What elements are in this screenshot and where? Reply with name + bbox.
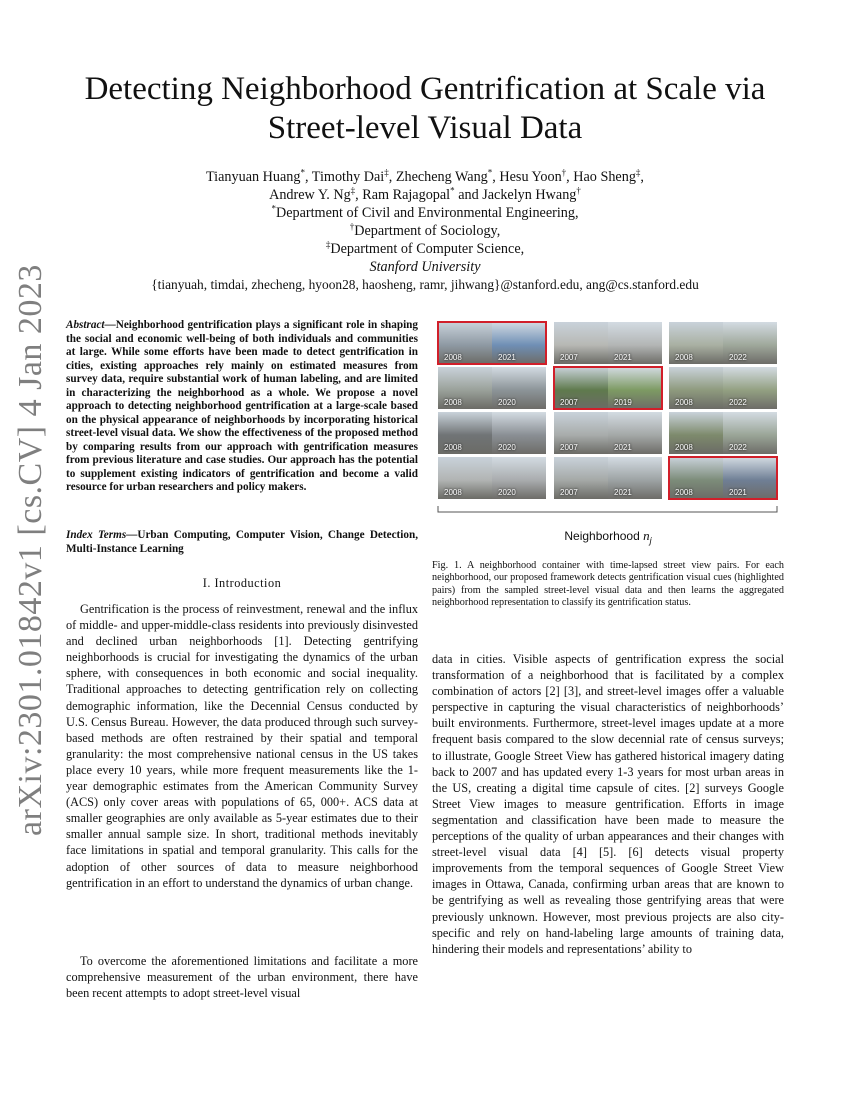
right-column-paragraph: data in cities. Visible aspects of gentrification express the social transformation of a neighborhood that is facilitated by a complex combination of actors [2] [3], and street-level images offer a valuable perspective in capturing the visual characteristics of neighborhoods’ built environments. Furthermore, street-level images update at a more frequent basis compared to the slow decennial rate of census surveys; to illustrate, Google Street View has gathered historical imagery dating back to 2007 and has updated every 1-3 years for most urban areas in the US, creating a digital time capsule of cites. [2] surveys Google Street View images to measure gentrification. Efforts in image segmentation and classification have been made to measure the perceptions of the quality of urban appearances and their changes with street-level visual data [4] [5]. [6] detects visual property improvements from the temporal sequences of Google Street View images in Ottawa, Canada, confirming urban areas that are known to be gentrifying as well as revealing those gentrifying areas that were previously unknown. However, most previous projects are also city-specific and rely on hand-labeling large amounts of training data, hindering their models and representations’ ability to bbox=[432, 652, 784, 956]
affiliation-mark: ‡ bbox=[325, 239, 331, 250]
street-view-pair bbox=[438, 412, 546, 454]
affiliation-3 bbox=[100, 240, 750, 258]
year-label: 2007 bbox=[560, 353, 578, 362]
year-label: 2022 bbox=[729, 398, 747, 407]
year-label: 2020 bbox=[498, 443, 516, 452]
year-label: 2021 bbox=[729, 488, 747, 497]
affiliation-mark: * bbox=[450, 185, 455, 196]
affiliation-mark: * bbox=[271, 203, 276, 214]
year-label: 2019 bbox=[614, 398, 632, 407]
affiliation-mark: ‡ bbox=[350, 185, 356, 196]
year-label: 2007 bbox=[560, 443, 578, 452]
title-line-1: Detecting Neighborhood Gentrification at Scale via bbox=[84, 71, 766, 107]
affiliation-text: Department of Sociology, bbox=[354, 223, 501, 239]
year-label: 2007 bbox=[560, 398, 578, 407]
author-name: , Timothy Dai bbox=[304, 169, 385, 185]
year-label: 2007 bbox=[560, 488, 578, 497]
affiliation-mark: ‡ bbox=[384, 167, 389, 178]
highlighted-pair-frame bbox=[668, 456, 778, 500]
street-view-pair bbox=[554, 457, 662, 499]
neighborhood-label bbox=[432, 528, 784, 545]
affiliation-mark: * bbox=[300, 167, 305, 178]
affiliation-mark: † bbox=[561, 167, 567, 178]
affiliation-mark: † bbox=[576, 185, 581, 196]
author-name: , Hao Sheng bbox=[566, 169, 636, 185]
abstract-text: —Neighborhood gentrification plays a significant role in shaping the social and economic well-being of both individuals and communities at large. While some efforts have been made to detect gentrification in cities, existing approaches rely mainly on estimated measures from survey data, require substantial work of human labeling, and are limited in characterizing the neighborhood as a whole. We propose a novel approach to detecting neighborhood gentrification at a large-scale based on the physical appearance of neighborhoods by incorporating historical street-level visual data. We show the effectiveness of the proposed method by comparing results from our approach with gentrification measures from previous literature and case studies. Our approach has the potential to supplement existing indicators of gentrification and become a valid resource for urban researchers and policy makers. bbox=[66, 319, 418, 493]
year-label: 2008 bbox=[444, 488, 462, 497]
author-name: and Jackelyn Hwang bbox=[454, 187, 577, 203]
street-view-pair bbox=[669, 322, 777, 364]
intro-paragraph-1: Gentrification is the process of reinvestment, renewal and the influx of middle- and upper-middle-class residents into previously disinvested and declined urban neighborhoods [1]. Detecting gentrifying neighborhoods is crucial for investigating the dynamics of the urban sphere, with consequences in both economic and social inequality. Traditional approaches to detecting gentrification rely on collecting demographic information, like the Decennial Census conducted by U.S. Census Bureau. However, the data produced through such survey-based methods are often restrained by their spatial and temporal granularity: the most comprehensive national census in the US takes place every 10 years, while more frequent measurements like the 1-year demographic estimates from the American Community Survey (ACS) only cover areas with populations of 65, 000+. ACS data at smaller geographies are only available as 5-year estimates due to their smaller annual sample size. In short, traditional methods inevitably face limitations in spatial and temporal granularity. This calls for the adoption of other sources of data to measure neighborhood gentrification in an effort to understand the dynamics of urban change. bbox=[66, 602, 418, 890]
year-label: 2008 bbox=[444, 353, 462, 362]
author-name: , Hesu Yoon bbox=[492, 169, 562, 185]
author-name: , Ram Rajagopal bbox=[355, 187, 451, 203]
author-line-2 bbox=[100, 186, 750, 204]
year-label: 2008 bbox=[675, 488, 693, 497]
year-label: 2021 bbox=[614, 488, 632, 497]
intro-paragraph-2: To overcome the aforementioned limitations and facilitate a more comprehensive measurement of the urban environment, there have been recent attempts to adopt street-level visual bbox=[66, 954, 418, 1001]
highlighted-pair-frame bbox=[437, 321, 547, 365]
author-line-1 bbox=[100, 168, 750, 186]
street-view-pair bbox=[554, 412, 662, 454]
year-label: 2021 bbox=[498, 353, 516, 362]
figure-caption: Fig. 1. A neighborhood container with time-lapsed street view pairs. For each neighborhood, our proposed framework detects gentrification visual cues (highlighted pairs) from the sampled street-level visual data and then learns the aggregated neighborhood representation to classify its gentrification status. bbox=[432, 560, 784, 608]
figure-1 bbox=[432, 318, 784, 546]
street-view-pair bbox=[669, 412, 777, 454]
section-heading: I. Introduction bbox=[202, 576, 282, 590]
title-line-2: Street-level Visual Data bbox=[267, 110, 583, 146]
paper-title bbox=[60, 70, 790, 148]
affiliation-mark: ‡ bbox=[635, 167, 641, 178]
year-label: 2022 bbox=[729, 443, 747, 452]
abstract bbox=[66, 319, 418, 495]
author-block bbox=[100, 168, 750, 294]
year-label: 2008 bbox=[675, 353, 693, 362]
author-name: Tianyuan Huang bbox=[206, 169, 301, 185]
street-view-pair bbox=[554, 322, 662, 364]
affiliation-text: Department of Civil and Environmental Engineering, bbox=[275, 205, 579, 221]
street-view-pair bbox=[438, 367, 546, 409]
author-name: , Zhecheng Wang bbox=[388, 169, 488, 185]
year-label: 2021 bbox=[614, 443, 632, 452]
year-label: 2020 bbox=[498, 398, 516, 407]
year-label: 2008 bbox=[675, 398, 693, 407]
affiliation-text: Department of Computer Science, bbox=[330, 241, 525, 257]
index-terms-lead: Index Terms bbox=[66, 529, 127, 541]
year-label: 2008 bbox=[675, 443, 693, 452]
author-name: Andrew Y. Ng bbox=[269, 187, 351, 203]
street-view-pair bbox=[669, 367, 777, 409]
neighborhood-label-text: Neighborhood bbox=[564, 529, 644, 543]
year-label: 2022 bbox=[729, 353, 747, 362]
year-label: 2020 bbox=[498, 488, 516, 497]
affiliation-2 bbox=[100, 222, 750, 240]
street-view-pair bbox=[438, 457, 546, 499]
affiliation-mark: * bbox=[487, 167, 493, 178]
index-terms-text: —Urban Computing, Computer Vision, Change Detection, Multi-Instance Learning bbox=[66, 529, 418, 555]
abstract-lead: Abstract bbox=[66, 319, 105, 331]
university: Stanford University bbox=[369, 259, 481, 275]
affiliation-1 bbox=[100, 204, 750, 222]
emails: {tianyuah, timdai, zhecheng, hyoon28, haosheng, ramr, jihwang}@stanford.edu, ang@cs.stanford.edu bbox=[151, 277, 699, 292]
index-terms bbox=[66, 529, 418, 556]
bracket-line bbox=[438, 506, 777, 512]
neighborhood-variable: n bbox=[643, 528, 650, 543]
author-separator: , bbox=[640, 169, 644, 185]
year-label: 2021 bbox=[614, 353, 632, 362]
affiliation-mark: † bbox=[349, 221, 355, 232]
year-label: 2008 bbox=[444, 443, 462, 452]
highlighted-pair-frame bbox=[553, 366, 663, 410]
neighborhood-subscript: j bbox=[649, 535, 652, 546]
year-label: 2008 bbox=[444, 398, 462, 407]
arxiv-stamp: arXiv:2301.01842v1 [cs.CV] 4 Jan 2023 bbox=[12, 264, 49, 836]
